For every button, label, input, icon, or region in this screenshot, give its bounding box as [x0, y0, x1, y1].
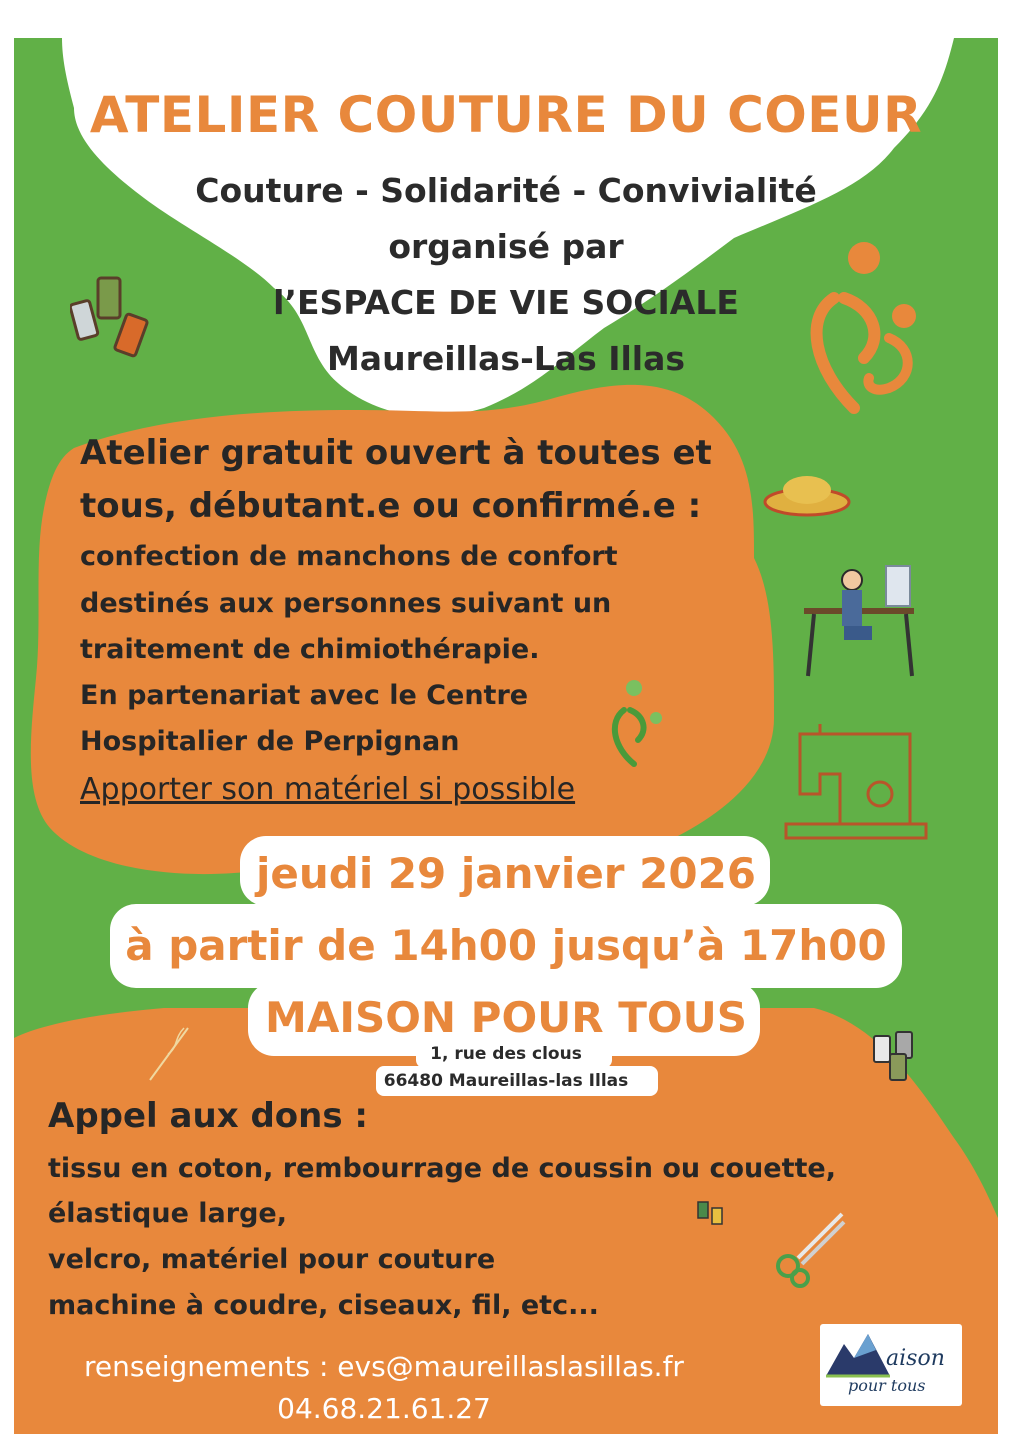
poster	[14, 38, 998, 1434]
contact-phone: 04.68.21.61.27	[277, 1392, 491, 1425]
maison-pour-tous-logo	[820, 1324, 962, 1406]
organiser-name: l’ESPACE DE VIE SOCIALE	[273, 283, 739, 322]
logo-word-2: pour tous	[848, 1376, 926, 1395]
event-postcode-city: 66480 Maureillas-las Illas	[383, 1071, 629, 1091]
logo-word-1: aison	[886, 1346, 945, 1371]
thread-spools-icon	[70, 272, 156, 362]
bring-material-note: Apporter son matériel si possible	[80, 772, 576, 807]
donations-line-3: velcro, matériel pour couture	[48, 1244, 496, 1275]
partner-line-1: En partenariat avec le Centre	[80, 680, 529, 711]
straw-hat-icon	[762, 468, 852, 518]
heart-people-small-icon	[604, 678, 674, 768]
intro-line-1: Atelier gratuit ouvert à toutes et	[80, 433, 712, 473]
sewing-machine-icon	[780, 714, 930, 854]
needle-icon	[144, 1024, 194, 1084]
intro-line-2: tous, débutant.e ou confirmé.e :	[80, 486, 702, 526]
tagline: Couture - Solidarité - Convivialité	[195, 171, 817, 210]
event-time: à partir de 14h00 jusqu’à 17h00	[125, 921, 887, 970]
seamstress-illustration-icon	[794, 558, 924, 678]
poster-title: ATELIER COUTURE DU COEUR	[89, 86, 923, 144]
event-date: jeudi 29 janvier 2026	[255, 849, 757, 898]
detail-line-3: traitement de chimiothérapie.	[80, 634, 540, 665]
organised-by-label: organisé par	[388, 227, 624, 266]
donations-line-1: tissu en coton, rembourrage de coussin ou couette,	[48, 1153, 836, 1184]
donations-line-2: élastique large,	[48, 1198, 287, 1229]
detail-line-1: confection de manchons de confort	[80, 541, 618, 572]
thread-spools-small-icon	[868, 1028, 928, 1084]
mountain-logo-icon	[824, 1330, 894, 1380]
scissors-icon	[768, 1208, 848, 1288]
donations-line-4: machine à coudre, ciseaux, fil, etc...	[48, 1290, 599, 1321]
donations-title: Appel aux dons :	[48, 1096, 369, 1136]
partner-line-2: Hospitalier de Perpignan	[80, 726, 460, 757]
event-street: 1, rue des clous	[430, 1044, 582, 1064]
thread-spools-tiny-icon	[694, 1196, 730, 1230]
event-venue: MAISON POUR TOUS	[265, 993, 747, 1042]
contact-info: renseignements : evs@maureillaslasillas.fr	[84, 1350, 684, 1383]
town-name: Maureillas-Las Illas	[326, 339, 686, 378]
heart-people-logo-icon	[794, 238, 944, 418]
detail-line-2: destinés aux personnes suivant un	[80, 588, 612, 619]
